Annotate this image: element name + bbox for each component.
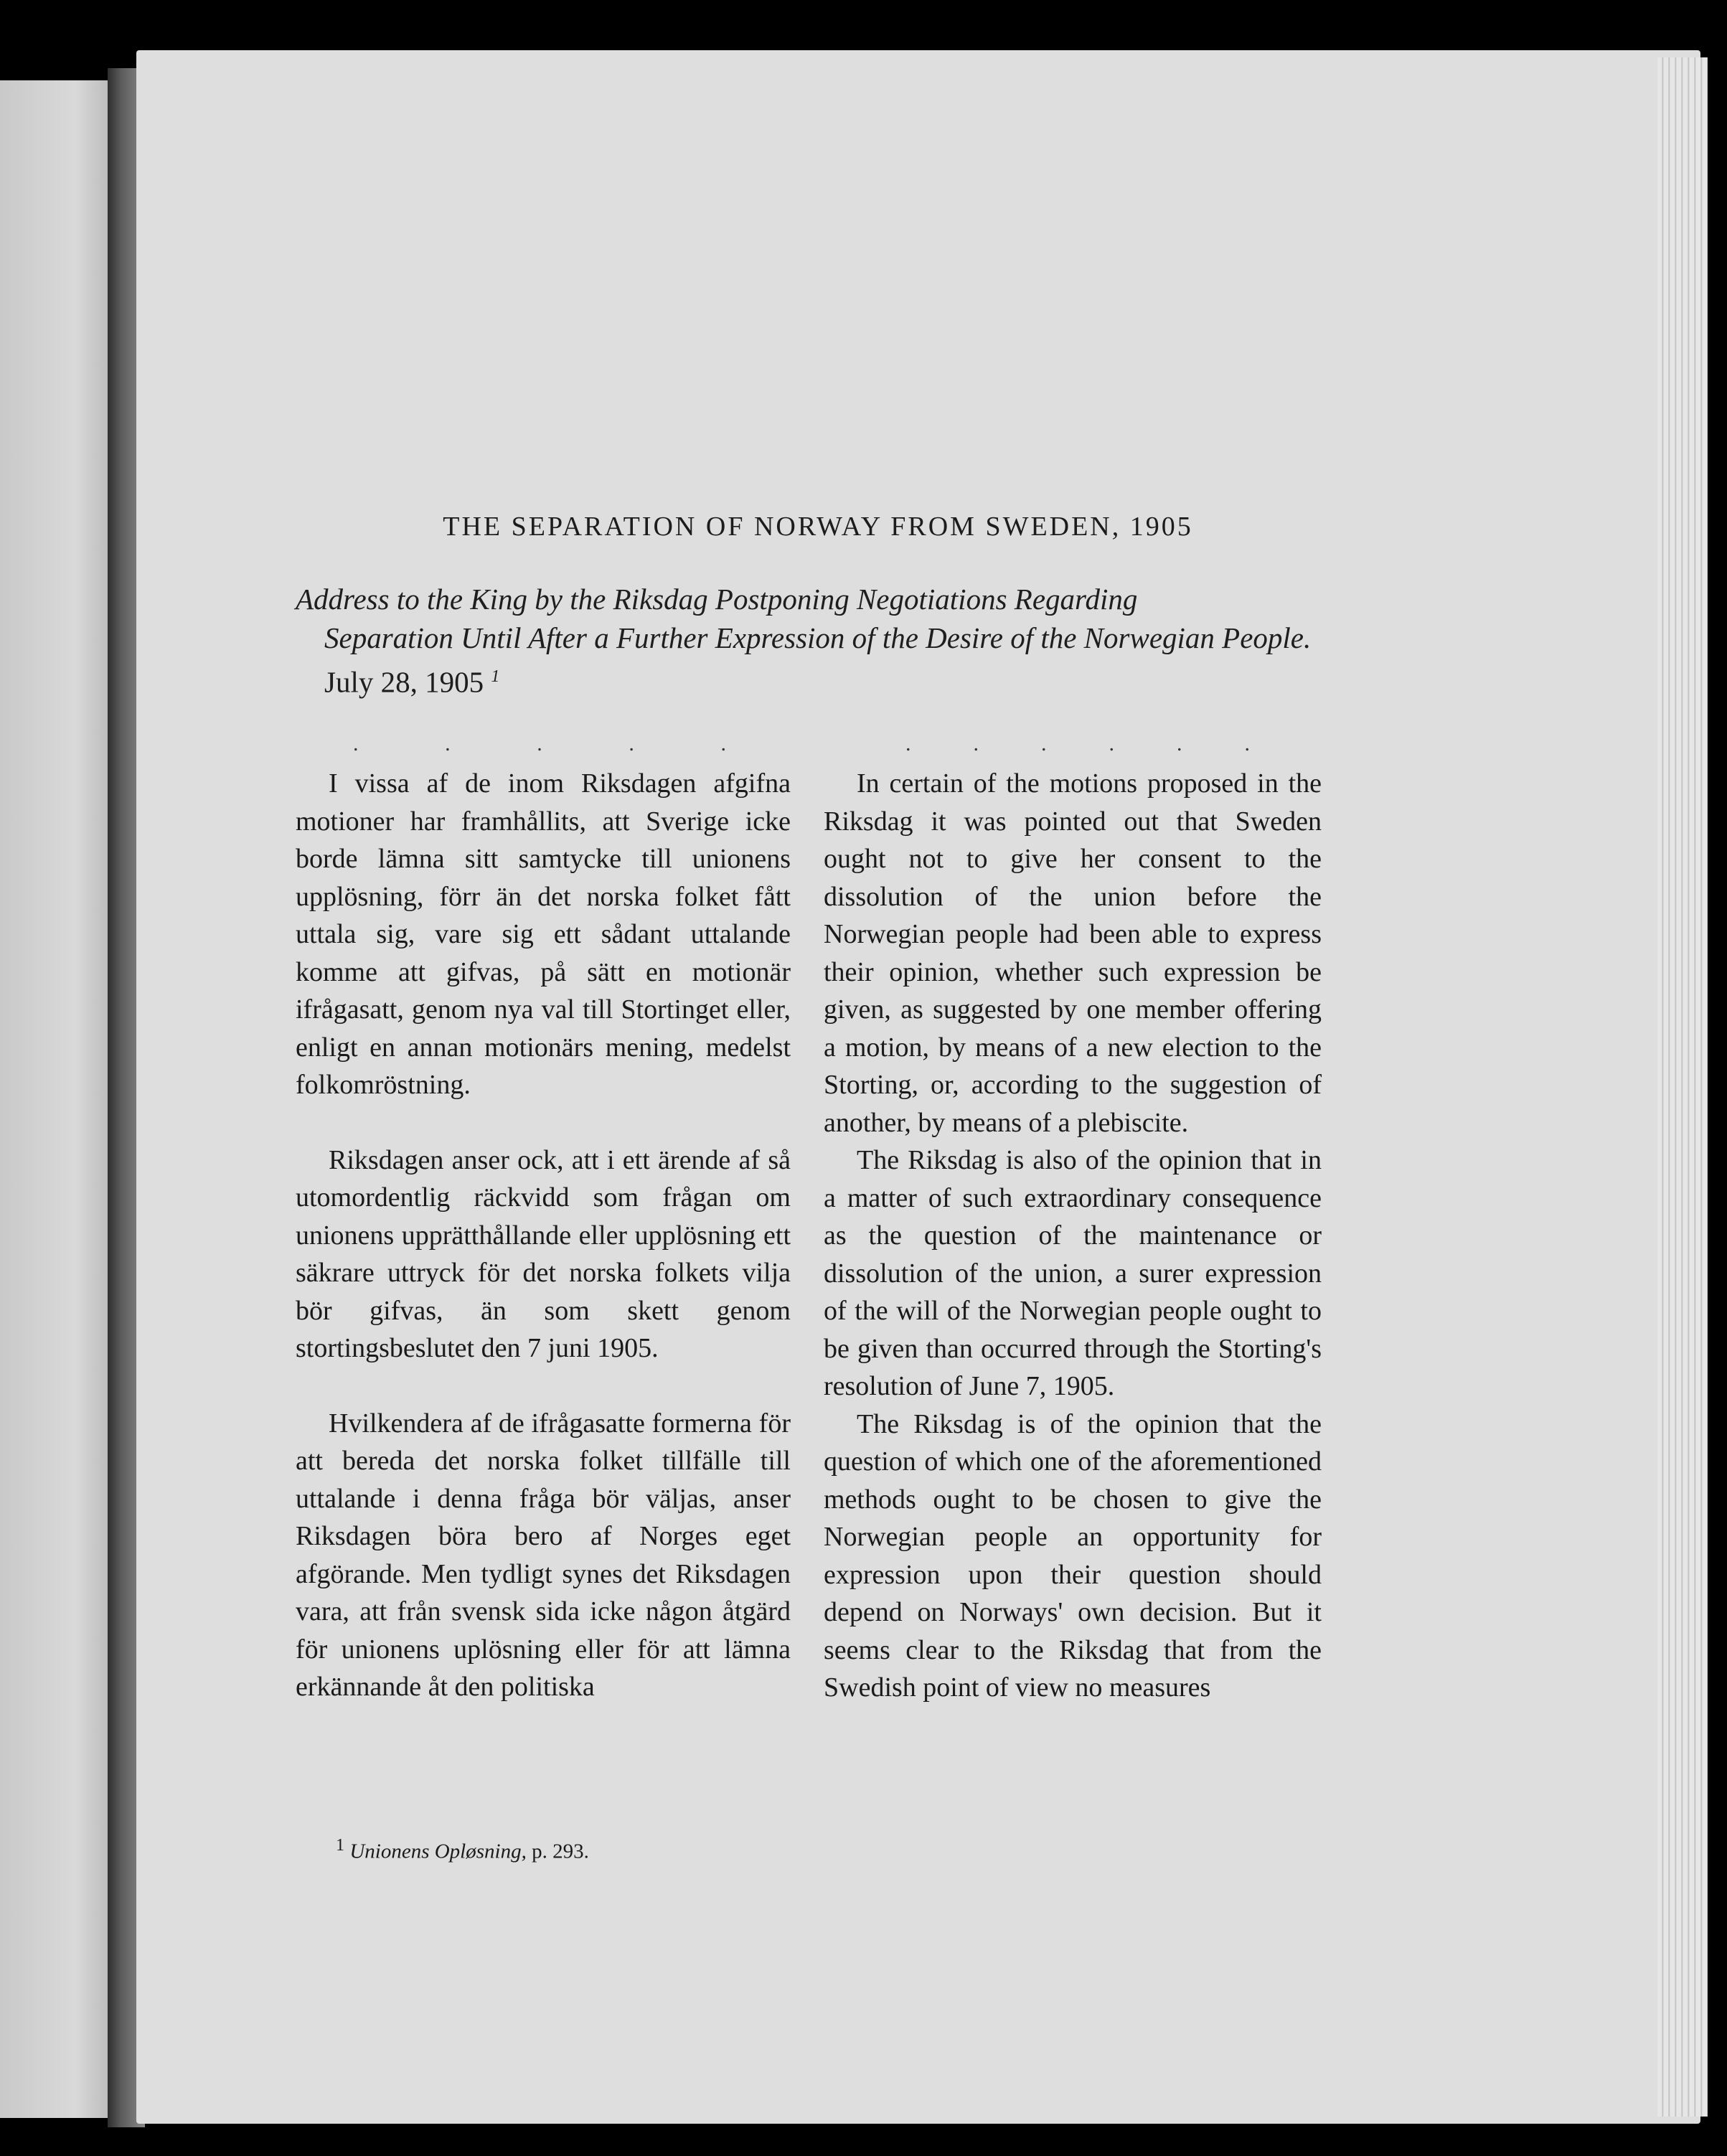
footnote-page: p. 293. bbox=[532, 1840, 589, 1863]
subtitle-date: July 28, 1905 bbox=[324, 665, 484, 699]
subtitle-continuation bbox=[296, 618, 1329, 702]
swedish-paragraph: I vissa af de inom Riksdagen afgifna motioner har framhållits, att Sverige icke borde lämna sitt samtycke till unionens upplösning, förr än det norska folket fått uttala sig, vare sig ett sådant uttalande komme att gifvas, på sätt en motionär ifrågasatt, genom nya val till Stortinget eller, enligt en annan motionärs mening, medelst folkomröstning. bbox=[296, 768, 791, 1100]
running-head: THE SEPARATION OF NORWAY FROM SWEDEN, 1905 bbox=[443, 512, 1193, 542]
footnote-number: 1 bbox=[336, 1835, 345, 1855]
ellipsis-dot: . bbox=[1177, 732, 1182, 755]
english-paragraph: In certain of the motions proposed in the Riksdag it was pointed out that Sweden ought not to give her consent to the dissolution of the union before the Norwegian people had been able to express their opinion, whether such expression be given, as suggested by one member offering a motion, by means of a new election to the Storting, or, according to the suggestion of another, by means of a plebiscite. bbox=[824, 768, 1322, 1138]
ellipsis-dot: . bbox=[1244, 732, 1250, 755]
footnote-source: Unionens Opløsning, bbox=[349, 1840, 527, 1863]
english-paragraph: The Riksdag is also of the opinion that in a matter of such extraordinary consequence as the question of the maintenance or dissolution of the union, a surer expression of the will of the Norwegian people ought to be given than occurred through the Storting's resolution of June 7, 1905. bbox=[824, 1145, 1322, 1401]
ellipsis-dot: . bbox=[353, 732, 359, 755]
ellipsis-right bbox=[905, 732, 1250, 756]
document-subtitle bbox=[296, 580, 1329, 702]
ellipsis-dot: . bbox=[445, 732, 451, 755]
ellipsis-dot: . bbox=[973, 732, 979, 755]
subtitle-rest: Separation Until After a Further Expression of the Desire of the Norwegian People. bbox=[324, 621, 1312, 654]
footnote bbox=[336, 1835, 589, 1864]
swedish-paragraph: Hvilkendera af de ifrågasatte formerna för att bereda det norska folket tillfälle till uttalande i denna fråga bör väljas, anser Riksdagen böra bero af Norges eget afgörande. Men tydligt synes det Riksdagen vara, att från svensk sida icke någon åtgärd för unionens uplösning eller för att lämna erkännande åt den politiska bbox=[296, 1408, 791, 1702]
ellipsis-dot: . bbox=[905, 732, 911, 755]
swedish-column bbox=[296, 765, 791, 1706]
footnote-marker: 1 bbox=[491, 667, 500, 686]
english-column bbox=[824, 765, 1322, 1707]
ellipsis-left bbox=[353, 732, 726, 756]
swedish-paragraph: Riksdagen anser ock, att i ett ärende af så utomordentlig räckvidd som frågan om unionens upprätthållande eller upplösning ett säkrare uttryck för det norska folkets vilja bör gifvas, än som skett genom stortingsbeslutet den 7 juni 1905. bbox=[296, 1144, 791, 1363]
ellipsis-dot: . bbox=[1109, 732, 1114, 755]
ellipsis-dot: . bbox=[720, 732, 726, 755]
ellipsis-dot: . bbox=[629, 732, 634, 755]
english-paragraph: The Riksdag is of the opinion that the question of which one of the aforementioned methods ought to be chosen to give the Norwegian people an opportunity for expression upon their question should depend on Norways' own decision. But it seems clear to the Riksdag that from the Swedish point of view no measures bbox=[824, 1408, 1322, 1703]
ellipsis-dot: . bbox=[1041, 732, 1047, 755]
subtitle-line-1: Address to the King by the Riksdag Postponing Negotiations Regarding bbox=[296, 583, 1138, 616]
ellipsis-dot: . bbox=[537, 732, 542, 755]
